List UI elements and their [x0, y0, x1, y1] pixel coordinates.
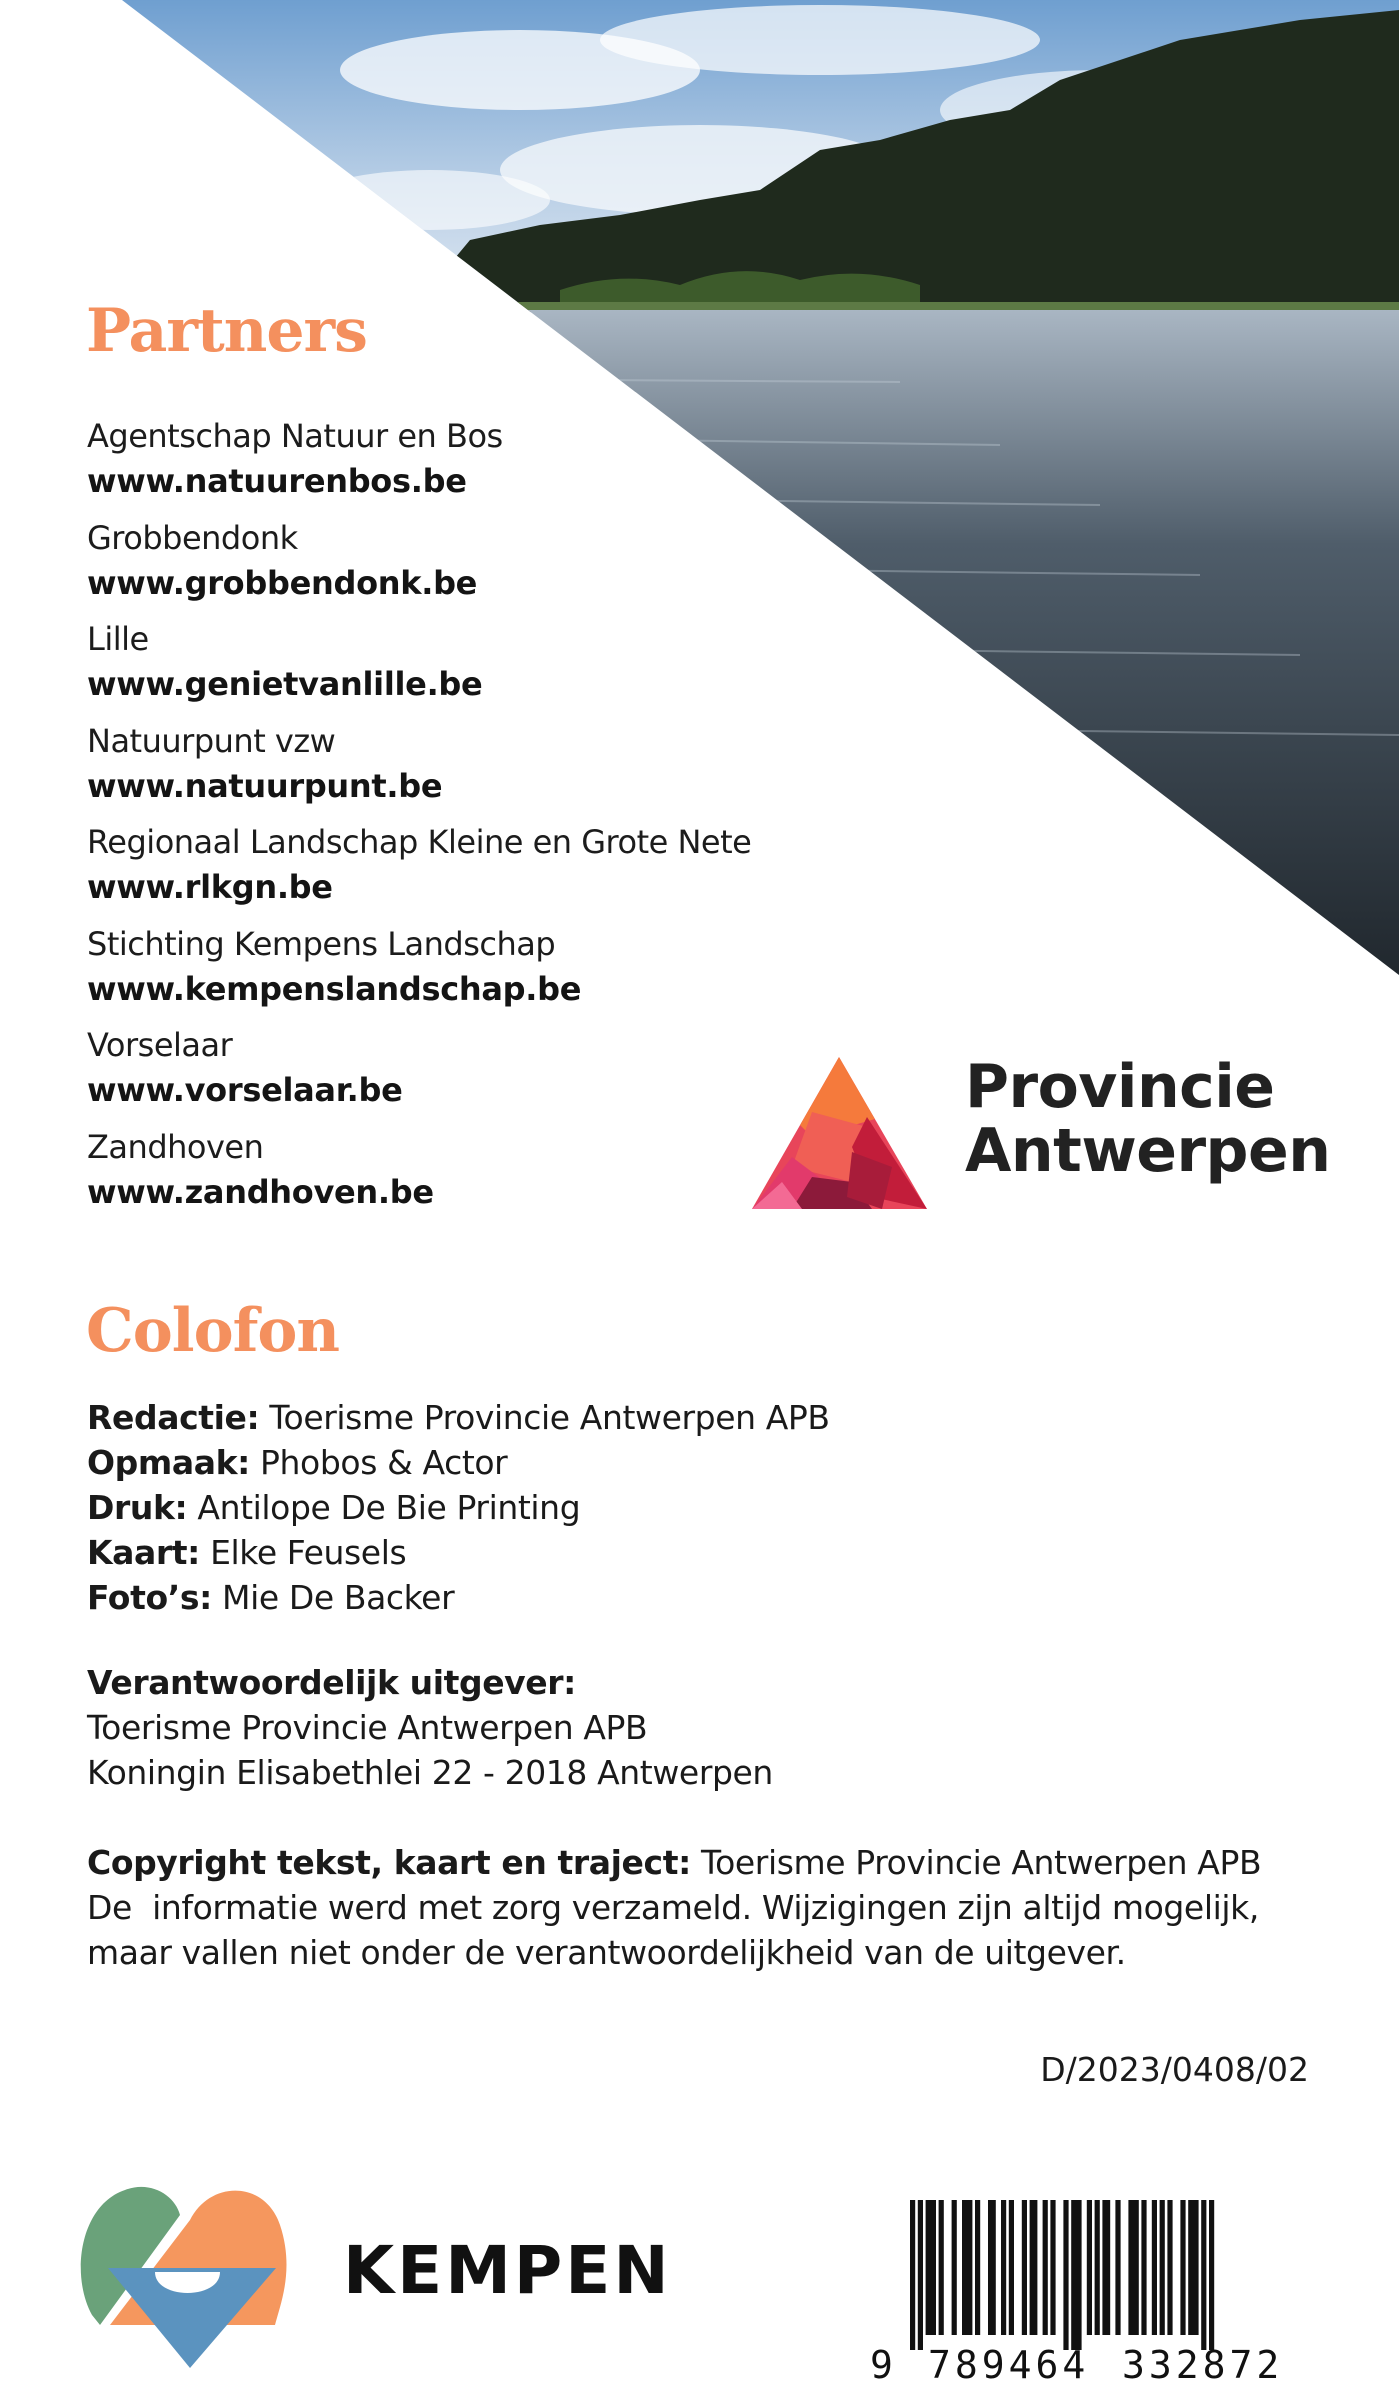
partner-item [87, 820, 751, 922]
partner-name: Zandhoven [87, 1127, 264, 1166]
barcode-bar [1152, 2200, 1157, 2335]
colofon-credits [87, 1395, 830, 1620]
copyright-block [87, 1840, 1261, 1975]
credit-label: Opmaak: [87, 1443, 250, 1482]
partners-list [87, 414, 751, 1226]
barcode-bar [1141, 2200, 1146, 2335]
barcode-first-digit: 9 [870, 2343, 893, 2381]
barcode-bar [1087, 2200, 1092, 2335]
barcode-bar [918, 2200, 923, 2350]
barcode-bar [1209, 2200, 1214, 2350]
partner-link[interactable]: www.natuurpunt.be [87, 766, 443, 805]
partner-item [87, 922, 751, 1024]
copyright-label: Copyright tekst, kaart en traject: [87, 1843, 691, 1882]
credit-line [87, 1395, 830, 1440]
antwerpen-line: Antwerpen [965, 1116, 1331, 1186]
partner-item [87, 414, 751, 516]
copyright-line-2: De informatie werd met zorg verzameld. Wijzigingen zijn altijd mogelijk, [87, 1888, 1259, 1927]
partner-name: Lille [87, 620, 149, 658]
partner-link[interactable]: www.natuurenbos.be [87, 462, 467, 500]
barcode-bar [1160, 2200, 1165, 2335]
barcode-bar [1030, 2200, 1038, 2335]
legal-deposit-number: D/2023/0408/02 [1040, 2050, 1309, 2089]
credit-label: Redactie: [87, 1398, 260, 1437]
credit-value: Toerisme Provincie Antwerpen APB [269, 1398, 830, 1437]
partner-name: Vorselaar [87, 1026, 233, 1064]
credit-line [87, 1575, 830, 1620]
barcode-bar [975, 2200, 980, 2335]
partner-item [87, 1023, 751, 1125]
partner-name: Regionaal Landschap Kleine en Grote Nete [87, 823, 752, 861]
publisher-name: Toerisme Provincie Antwerpen APB [87, 1708, 648, 1747]
partner-link[interactable]: www.zandhoven.be [87, 1172, 434, 1211]
barcode-group-2: 332872 [1122, 2343, 1284, 2381]
partner-link[interactable]: www.genietvanlille.be [87, 665, 483, 703]
barcode-bar [1001, 2200, 1006, 2335]
provincie-antwerpen-logo [752, 1052, 1331, 1215]
barcode-bar [1071, 2200, 1081, 2350]
barcode-bar [1009, 2200, 1014, 2335]
credit-line [87, 1485, 830, 1530]
credit-line [87, 1530, 830, 1575]
barcode-bar [1115, 2200, 1120, 2335]
kempen-heart-icon [80, 2175, 290, 2370]
credit-line [87, 1440, 830, 1485]
credit-value: Elke Feusels [210, 1533, 407, 1572]
credit-value: Antilope De Bie Printing [197, 1488, 581, 1527]
partner-item [87, 719, 751, 821]
partner-link[interactable]: www.grobbendonk.be [87, 563, 478, 602]
credit-label: Druk: [87, 1488, 188, 1527]
barcode-bar [1022, 2200, 1027, 2335]
partner-link[interactable]: www.rlkgn.be [87, 868, 333, 906]
barcode-bar [1102, 2200, 1110, 2335]
barcode-bar [952, 2200, 957, 2335]
partner-name: Natuurpunt vzw [87, 721, 336, 760]
credit-value: Mie De Backer [222, 1578, 455, 1617]
triangle-logo-icon [752, 1057, 927, 1212]
barcode-bar [1201, 2200, 1206, 2350]
partner-name: Agentschap Natuur en Bos [87, 417, 503, 455]
publisher-address: Koningin Elisabethlei 22 - 2018 Antwerpen [87, 1753, 773, 1792]
barcode-bar [988, 2200, 996, 2335]
barcode-bar [1167, 2200, 1172, 2335]
credit-value: Phobos & Actor [260, 1443, 508, 1482]
barcode-bar [939, 2200, 944, 2335]
partner-name: Stichting Kempens Landschap [87, 924, 556, 963]
partner-item [87, 1125, 751, 1227]
barcode-group-1: 789464 [928, 2343, 1090, 2381]
copyright-value: Toerisme Provincie Antwerpen APB [700, 1843, 1262, 1882]
copyright-line-3: maar vallen niet onder de verantwoordelijkheid van de uitgever. [87, 1933, 1126, 1972]
barcode-bar [1188, 2200, 1198, 2335]
partner-item [87, 516, 751, 618]
partner-link[interactable]: www.kempenslandschap.be [87, 969, 582, 1008]
credit-label: Foto’s: [87, 1578, 212, 1617]
partners-heading: Partners [86, 296, 367, 366]
isbn-barcode [870, 2200, 1320, 2381]
barcode-bar [962, 2200, 972, 2335]
barcode-bars [910, 2200, 1214, 2350]
barcode-bar [1095, 2200, 1100, 2335]
publisher-block [87, 1660, 773, 1795]
barcode-bar [1063, 2200, 1068, 2350]
partner-name: Grobbendonk [87, 518, 298, 557]
provincie-line: Provincie [965, 1052, 1275, 1122]
kempen-wordmark: KEMPEN [343, 2232, 672, 2309]
barcode-bar [926, 2200, 936, 2335]
barcode-bar [1043, 2200, 1048, 2335]
partner-link[interactable]: www.vorselaar.be [87, 1071, 403, 1109]
partner-item [87, 617, 751, 719]
barcode-bar [1050, 2200, 1055, 2335]
barcode-bar [1180, 2200, 1185, 2335]
barcode-bar [910, 2200, 915, 2350]
colofon-heading: Colofon [86, 1296, 340, 1366]
publisher-label: Verantwoordelijk uitgever: [87, 1663, 576, 1702]
barcode-bar [1128, 2200, 1138, 2335]
credit-label: Kaart: [87, 1533, 200, 1572]
provincie-antwerpen-wordmark [965, 1052, 1331, 1186]
